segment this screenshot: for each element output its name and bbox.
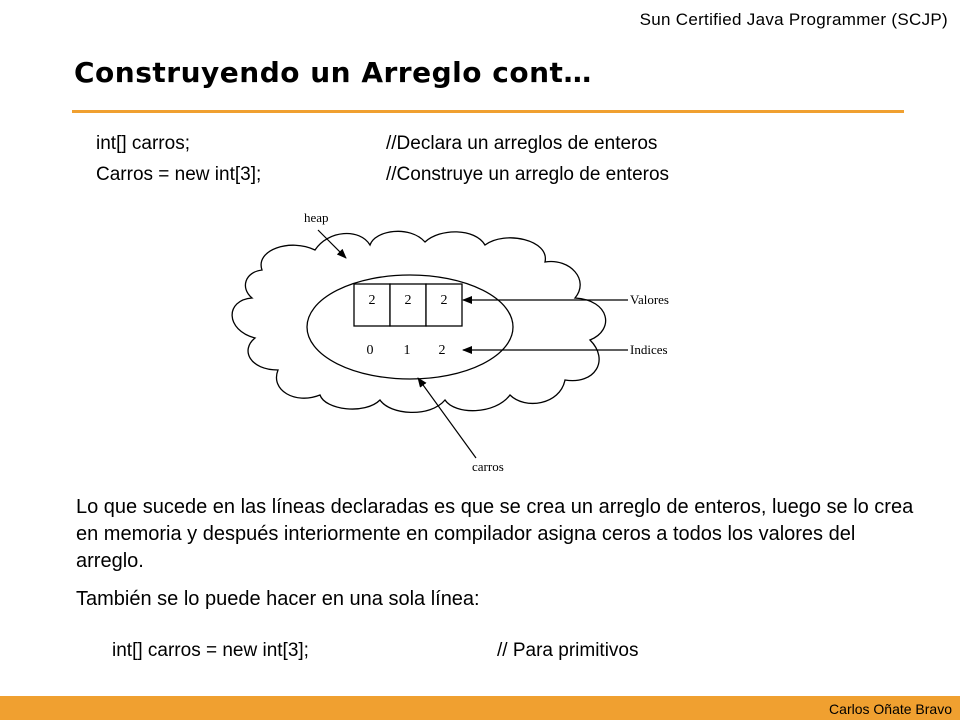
array-index: 0	[366, 343, 374, 358]
code-comment: // Para primitivos	[497, 640, 639, 661]
code-line-one-liner	[0, 640, 960, 666]
code-statement: int[] carros;	[96, 133, 190, 154]
array-value: 2	[368, 293, 376, 308]
array-value: 2	[440, 293, 448, 308]
values-label: Valores	[630, 292, 669, 307]
one-line-paragraph: También se lo puede hacer en una sola línea:	[76, 588, 480, 610]
code-line-declaration	[0, 133, 960, 157]
code-comment: //Declara un arreglos de enteros	[386, 133, 658, 154]
array-index: 1	[403, 343, 411, 358]
slide-title: Construyendo un Arreglo cont…	[74, 56, 592, 89]
explanation-paragraph: Lo que sucede en las líneas declaradas es que se crea un arreglo de enteros, luego se lo crea en memoria y después interiormente en compilador asigna ceros a todos los valores del arreglo.	[76, 496, 914, 572]
code-statement: Carros = new int[3];	[96, 164, 262, 185]
title-underline	[72, 110, 904, 113]
array-value: 2	[404, 293, 412, 308]
footer-bar	[0, 696, 960, 720]
heap-array-diagram	[200, 200, 700, 482]
course-header: Sun Certified Java Programmer (SCJP)	[639, 10, 948, 29]
footer-author: Carlos Oñate Bravo	[829, 701, 952, 717]
array-index: 2	[438, 343, 446, 358]
code-statement: int[] carros = new int[3];	[112, 640, 309, 661]
reference-label: carros	[472, 459, 504, 474]
indices-label: Indices	[630, 342, 668, 357]
heap-label: heap	[304, 210, 329, 225]
code-line-construction	[0, 164, 960, 188]
code-comment: //Construye un arreglo de enteros	[386, 164, 670, 185]
